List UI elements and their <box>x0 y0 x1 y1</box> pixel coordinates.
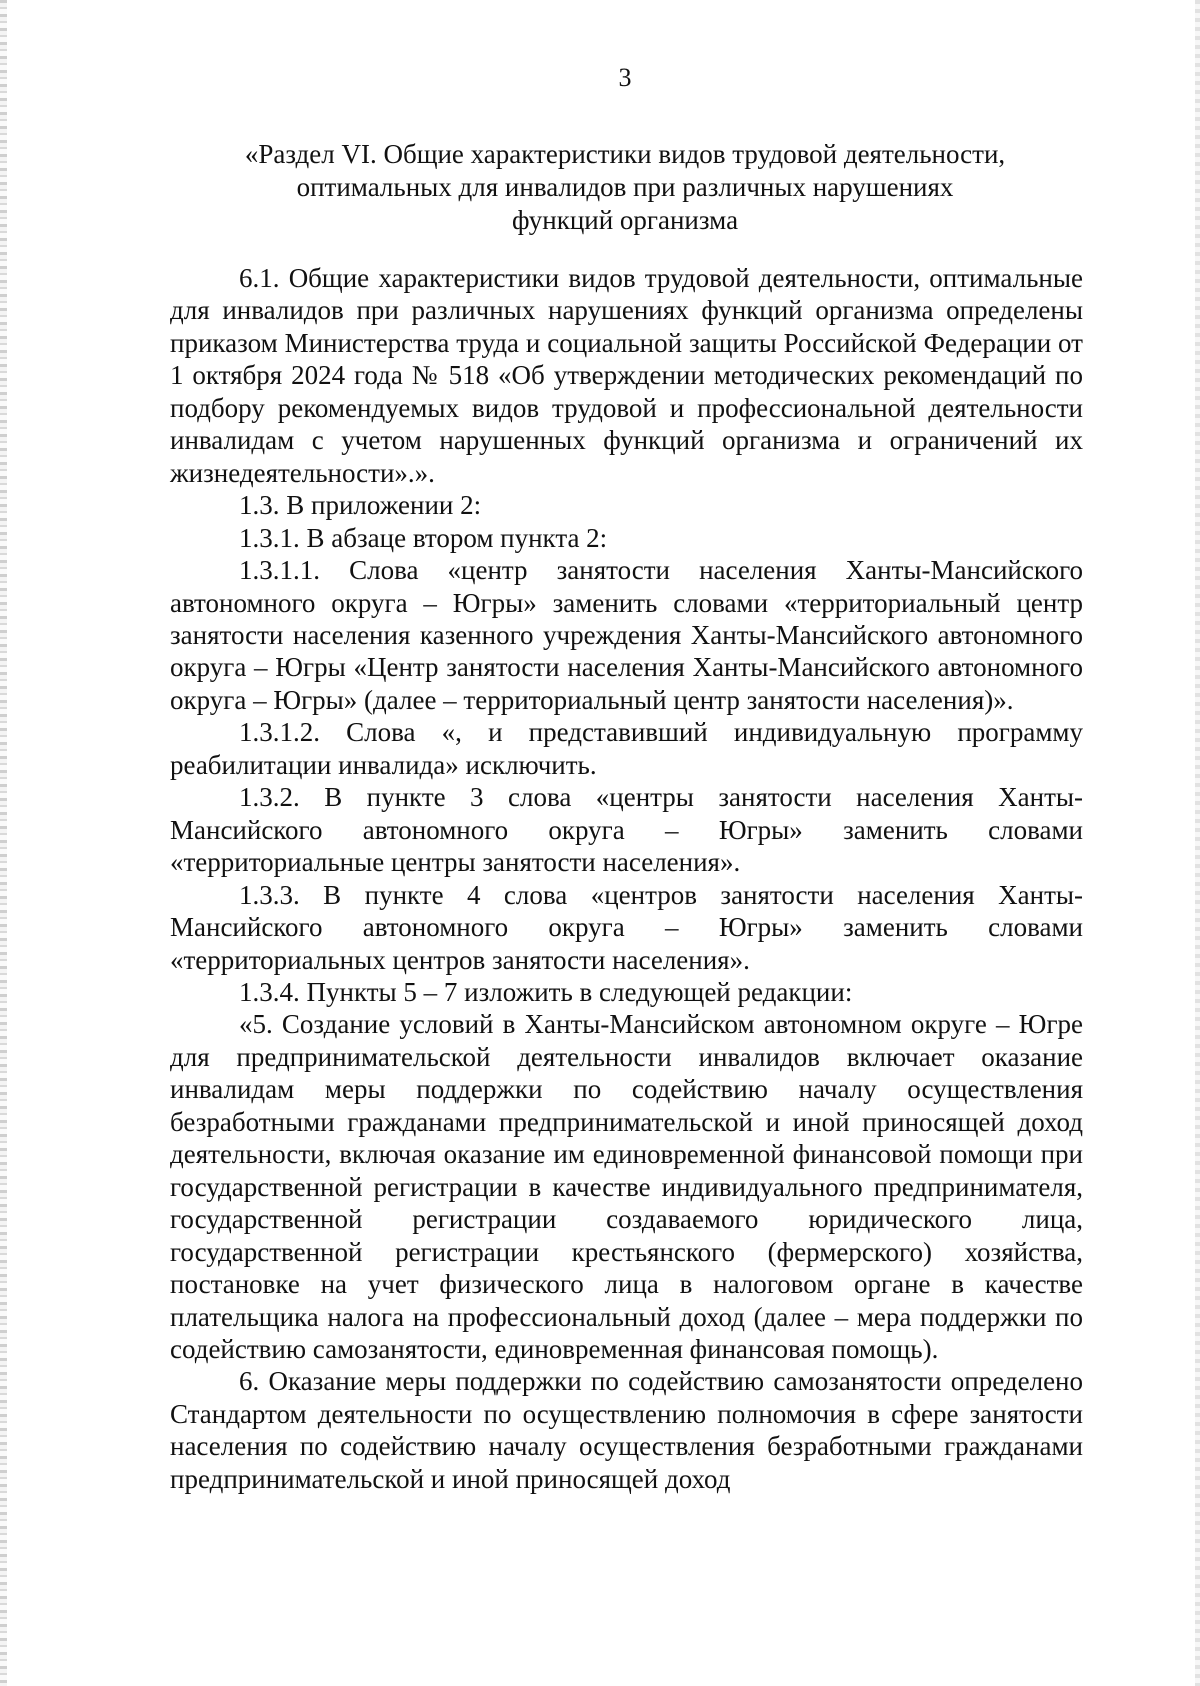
scan-edge-left <box>0 0 7 1686</box>
paragraph-1-3-1-2: 1.3.1.2. Слова «, и представивший индивидуальную программу реабилитации инвалида» исключить. <box>170 717 1083 780</box>
scan-edge-right <box>1195 0 1200 1686</box>
section-heading <box>120 138 1130 237</box>
heading-line: «Раздел VI. Общие характеристики видов трудовой деятельности, <box>244 139 1006 169</box>
document-body <box>170 262 1083 1495</box>
paragraph-1-3-1: 1.3.1. В абзаце втором пункта 2: <box>239 522 608 553</box>
page-number: 3 <box>618 63 632 92</box>
paragraph-1-3-3: 1.3.3. В пункте 4 слова «центров занятости населения Ханты-Мансийского автономного округа – Югры» заменить словами «территориальных центров занятости населения». <box>170 879 1083 975</box>
heading-line: функций организма <box>511 205 739 235</box>
paragraph-6-1: 6.1. Общие характеристики видов трудовой деятельности, оптимальные для инвалидов при различных нарушениях функций организма определены приказом Министерства труда и социальной защиты Российской Федерации от 1 октября 2024 года № 518 «Об утверждении методических рекомендаций по подбору рекомендуемых видов трудовой и профессиональной деятельности инвалидам с учетом нарушенных функций организма и ограничений их жизнедеятельности».». <box>170 263 1083 488</box>
paragraph-5: «5. Создание условий в Ханты-Мансийском автономном округе – Югре для предпринимательской деятельности инвалидов включает оказание инвалидам меры поддержки по содействию началу осуществления безработными гражданами предпринимательской и иной приносящей доход деятельности, включая оказание им единовременной финансовой помощи при государственной регистрации в качестве индивидуального предпринимателя, государственной регистрации создаваемого юридического лица, государственной регистрации крестьянского (фермерского) хозяйства, постановке на учет физического лица в налоговом органе в качестве плательщика налога на профессиональный доход (далее – мера поддержки по содействию самозанятости, единовременная финансовая помощь). <box>170 1009 1083 1364</box>
paragraph-1-3-2: 1.3.2. В пункте 3 слова «центры занятости населения Ханты-Мансийского автономного округа – Югры» заменить словами «территориальные центры занятости населения». <box>170 782 1083 878</box>
heading-line: оптимальных для инвалидов при различных нарушениях <box>296 172 954 202</box>
paragraph-1-3: 1.3. В приложении 2: <box>239 490 482 521</box>
paragraph-1-3-1-1: 1.3.1.1. Слова «центр занятости населения Ханты-Мансийского автономного округа – Югры» заменить словами «территориальный центр занятости населения казенного учреждения Ханты-Мансийского автономного округа – Югры «Центр занятости населения Ханты-Мансийского автономного округа – Югры» (далее – территориальный центр занятости населения)». <box>170 555 1083 715</box>
paragraph-6: 6. Оказание меры поддержки по содействию самозанятости определено Стандартом деятельности по осуществлению полномочия в сфере занятости населения по содействию началу осуществления безработными гражданами предпринимательской и иной приносящей доход <box>170 1366 1083 1494</box>
paragraph-1-3-4: 1.3.4. Пункты 5 – 7 изложить в следующей редакции: <box>239 976 853 1007</box>
